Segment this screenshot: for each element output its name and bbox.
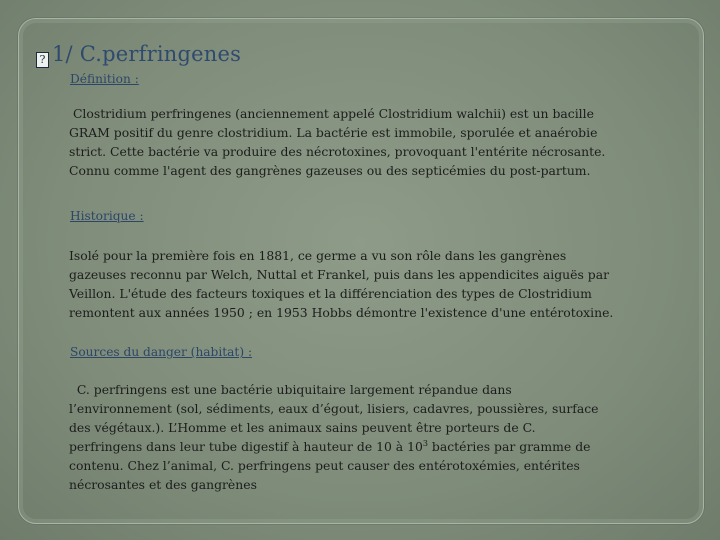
heading-definition: Définition : [70,72,139,86]
text-line-with-exponent [69,437,705,456]
heading-historique: Historique : [70,209,144,223]
paragraph-historique [69,246,705,322]
paragraph-sources [69,380,705,494]
paragraph-definition [69,104,705,180]
text-line: gazeuses reconnu par Welch, Nuttal et Frankel, puis dans les appendicites aiguës par [69,267,610,282]
text-line: Veillon. L'étude des facteurs toxiques et la différenciation des types de Clostridium [69,286,592,301]
text-line: C. perfringens est une bactérie ubiquitaire largement répandue dans [69,382,512,397]
text-line: l’environnement (sol, sédiments, eaux d’égout, lisiers, cadavres, poussières, surface [69,401,599,416]
slide-title [36,42,241,68]
missing-glyph-icon: ? [36,52,49,68]
text-line: Clostridium perfringenes (anciennement appelé Clostridium walchii) est un bacille [69,106,594,121]
exponent: 3 [422,438,428,448]
text-line: des végétaux.). L’Homme et les animaux sains peuvent être porteurs de C. [69,420,536,435]
text-line: nécrosantes et des gangrènes [69,477,257,492]
text-fragment: perfringens dans leur tube digestif à hauteur de 10 à 10 [69,439,423,454]
text-line: contenu. Chez l’animal, C. perfringens peut causer des entérotoxémies, entérites [69,458,580,473]
text-fragment: bactéries par gramme de [427,439,591,454]
heading-sources: Sources du danger (habitat) : [70,345,253,359]
text-line: strict. Cette bactérie va produire des nécrotoxines, provoquant l'entérite nécrosante. [69,144,606,159]
text-line: remontent aux années 1950 ; en 1953 Hobbs démontre l'existence d'une entérotoxine. [69,305,614,320]
text-line: Isolé pour la première fois en 1881, ce germe a vu son rôle dans les gangrènes [69,248,567,263]
text-line: GRAM positif du genre clostridium. La bactérie est immobile, sporulée et anaérobie [69,125,598,140]
text-line: Connu comme l'agent des gangrènes gazeuses ou des septicémies du post-partum. [69,163,591,178]
slide-title-text: 1/ C.perfringenes [52,42,242,66]
